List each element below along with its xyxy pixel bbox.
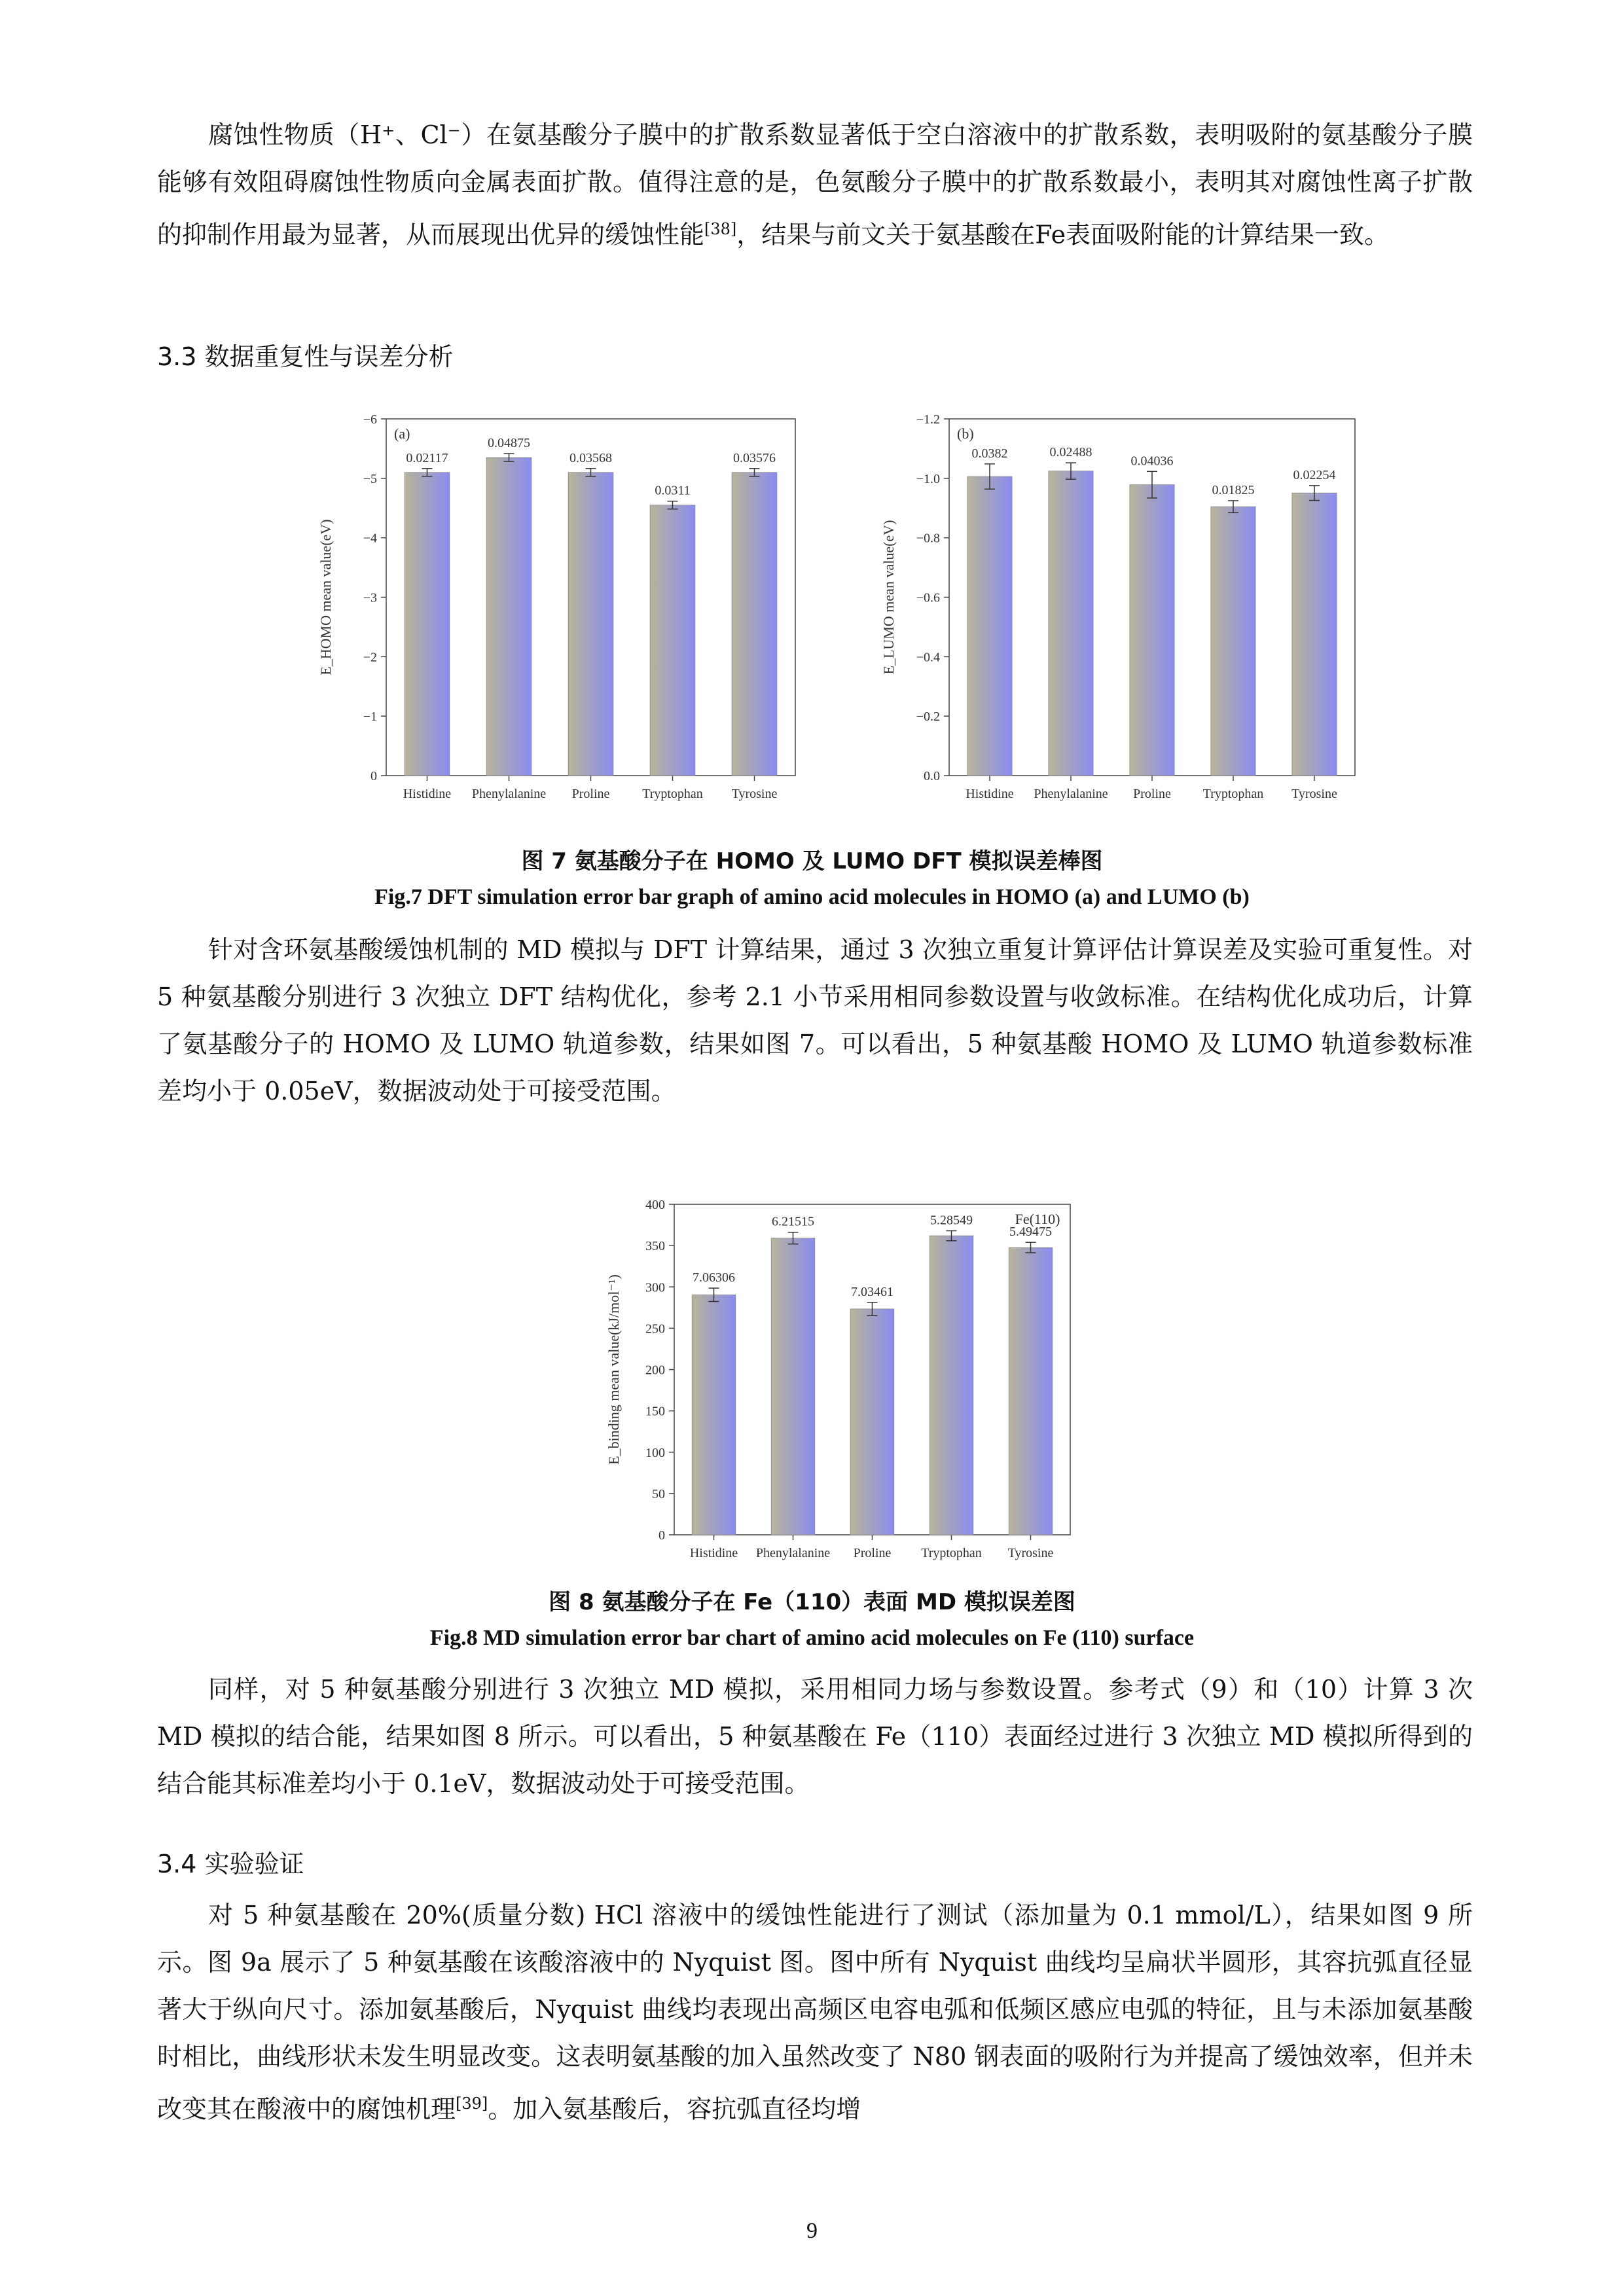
data-label: 0.03568 bbox=[569, 450, 612, 465]
paragraph-validation-tail: 。加入氨基酸后，容抗弧直径均增 bbox=[488, 2094, 861, 2124]
y-tick-label: 0.0 bbox=[924, 769, 940, 783]
bar-tyrosine bbox=[1292, 493, 1337, 776]
y-tick-label: −5 bbox=[363, 471, 377, 486]
data-label: 6.21515 bbox=[772, 1214, 814, 1229]
x-tick-label: Tryptophan bbox=[921, 1546, 982, 1560]
x-tick-label: Histidine bbox=[403, 787, 452, 801]
bar-histidine bbox=[967, 476, 1012, 776]
y-tick-label: 350 bbox=[645, 1239, 665, 1254]
y-tick-label: 0 bbox=[370, 769, 377, 783]
x-tick-label: Tyrosine bbox=[731, 787, 778, 801]
y-tick-label: −0.4 bbox=[916, 650, 940, 665]
y-tick-label: −1 bbox=[363, 709, 377, 725]
x-tick-label: Phenylalanine bbox=[755, 1546, 831, 1560]
x-tick-label: Tryptophan bbox=[642, 787, 703, 801]
data-label: 0.01825 bbox=[1212, 482, 1255, 497]
bar-tryptophan bbox=[650, 505, 695, 776]
data-label: 5.28549 bbox=[930, 1213, 973, 1228]
y-tick-label: 400 bbox=[645, 1198, 665, 1212]
bar-phenylalanine bbox=[1049, 471, 1093, 776]
x-tick-label: Tryptophan bbox=[1202, 787, 1264, 801]
paragraph-md-repeatability: 同样，对 5 种氨基酸分别进行 3 次独立 MD 模拟，采用相同力场与参数设置。参考式（9）和（10）计算 3 次 MD 模拟的结合能，结果如图 8 所示。可以看出，5 种氨基酸在 Fe（110）表面经过进行 3 次独立 MD 模拟所得到的结合能其标准差均小于 0.1eV，数据波动处于可接受范围。 bbox=[157, 1675, 1473, 1798]
data-label: 5.49475 bbox=[1009, 1225, 1052, 1240]
y-tick-label: 0 bbox=[659, 1528, 665, 1543]
y-tick-label: −4 bbox=[363, 531, 377, 546]
x-tick-label: Histidine bbox=[689, 1546, 738, 1560]
y-axis-label: E_HOMO mean value(eV) bbox=[317, 519, 334, 675]
data-label: 0.0382 bbox=[971, 446, 1008, 461]
panel-label: (a) bbox=[394, 425, 410, 442]
chart-fig7b-lumo bbox=[838, 406, 1368, 825]
citation-39: [39] bbox=[456, 2094, 488, 2113]
figure-7-caption-en: Fig.7 DFT simulation error bar graph of amino acid molecules in HOMO (a) and LUMO (b) bbox=[374, 885, 1250, 909]
y-tick-label: 300 bbox=[645, 1280, 665, 1295]
data-label: 0.0311 bbox=[655, 483, 691, 498]
y-tick-label: −0.2 bbox=[916, 709, 940, 725]
data-label: 0.04036 bbox=[1130, 454, 1174, 469]
y-tick-label: −2 bbox=[363, 650, 377, 665]
data-label: 0.02117 bbox=[406, 450, 448, 465]
x-tick-label: Proline bbox=[853, 1546, 892, 1560]
panel-label: Fe(110) bbox=[1015, 1211, 1060, 1227]
y-axis-label: E_binding mean value(kJ/mol⁻¹) bbox=[605, 1274, 622, 1465]
bar-histidine bbox=[692, 1295, 736, 1535]
x-tick-label: Proline bbox=[571, 787, 610, 801]
data-label: 0.02488 bbox=[1049, 445, 1092, 460]
paragraph-experimental-validation bbox=[157, 1892, 1473, 2133]
bar-histidine bbox=[405, 473, 450, 776]
section-heading-3-4: 3.4 实验验证 bbox=[157, 1850, 304, 1878]
bar-phenylalanine bbox=[486, 457, 532, 776]
y-tick-label: 250 bbox=[645, 1321, 665, 1336]
section-heading-3-3: 3.3 数据重复性与误差分析 bbox=[157, 342, 454, 371]
bar-tryptophan bbox=[929, 1236, 973, 1535]
data-label: 0.04875 bbox=[488, 436, 530, 451]
page-number: 9 bbox=[806, 2219, 818, 2243]
y-tick-label: 150 bbox=[645, 1404, 665, 1419]
figure-7-caption-cn: 图 7 氨基酸分子在 HOMO 及 LUMO DFT 模拟误差棒图 bbox=[521, 848, 1103, 874]
bar-phenylalanine bbox=[771, 1238, 815, 1535]
citation-38: [38] bbox=[704, 220, 737, 238]
x-tick-label: Histidine bbox=[965, 787, 1014, 801]
figure-8-caption-en: Fig.8 MD simulation error bar chart of amino acid molecules on Fe (110) surface bbox=[429, 1626, 1195, 1650]
bar-tryptophan bbox=[1211, 507, 1255, 776]
y-axis-label: E_LUMO mean value(eV) bbox=[880, 520, 897, 675]
y-tick-label: −1.0 bbox=[916, 471, 940, 486]
bar-proline bbox=[568, 473, 613, 776]
y-tick-label: 200 bbox=[645, 1363, 665, 1378]
bar-proline bbox=[850, 1309, 894, 1535]
y-tick-label: 100 bbox=[645, 1445, 665, 1460]
x-tick-label: Phenylalanine bbox=[1034, 787, 1108, 801]
data-label: 0.02254 bbox=[1293, 467, 1336, 482]
x-tick-label: Tyrosine bbox=[1007, 1546, 1054, 1560]
paragraph-validation-text: 对 5 种氨基酸在 20%(质量分数) HCl 溶液中的缓蚀性能进行了测试（添加量为 0.1 mmol/L），结果如图 9 所示。图 9a 展示了 5 种氨基酸在该酸溶液中的 Nyquist 图。图中所有 Nyquist 曲线均呈扁状半圆形，其容抗弧直径显著大于纵向尺寸。添加氨基酸后，Nyquist 曲线均表现出高频区电容电弧和低频区感应电弧的特征，且与未添加氨基酸时相比，曲线形状未发生明显改变。这表明氨基酸的加入虽然改变了 N80 钢表面的吸附行为并提高了缓蚀效率，但并未改变其在酸液中的腐蚀机理 bbox=[157, 1901, 1473, 2124]
y-tick-label: −0.8 bbox=[916, 531, 940, 546]
paragraph-diffusion-text: 腐蚀性物质（H⁺、Cl⁻）在氨基酸分子膜中的扩散系数显著低于空白溶液中的扩散系数，表明吸附的氨基酸分子膜能够有效阻碍腐蚀性物质向金属表面扩散。值得注意的是，色氨酸分子膜中的扩散系数最小，表明其对腐蚀性离子扩散的抑制作用最为显著，从而展现出优异的缓蚀性能 bbox=[157, 120, 1473, 249]
data-label: 7.06306 bbox=[693, 1270, 735, 1285]
bar-tyrosine bbox=[732, 473, 777, 776]
y-tick-label: −0.6 bbox=[916, 590, 940, 605]
y-tick-label: −1.2 bbox=[916, 412, 940, 427]
chart-fig7a-homo bbox=[308, 406, 808, 825]
paragraph-diffusion-tail: ，结果与前文关于氨基酸在Fe表面吸附能的计算结果一致。 bbox=[736, 220, 1390, 249]
y-tick-label: 50 bbox=[652, 1486, 665, 1501]
data-label: 0.03576 bbox=[733, 450, 776, 465]
figure-8-caption-cn: 图 8 氨基酸分子在 Fe（110）表面 MD 模拟误差图 bbox=[549, 1589, 1075, 1615]
panel-label: (b) bbox=[957, 425, 974, 442]
bar-tyrosine bbox=[1009, 1247, 1053, 1535]
bar-proline bbox=[1130, 485, 1174, 776]
x-tick-label: Proline bbox=[1133, 787, 1171, 801]
chart-fig8-md-binding bbox=[602, 1191, 1080, 1584]
paragraph-dft-repeatability: 针对含环氨基酸缓蚀机制的 MD 模拟与 DFT 计算结果，通过 3 次独立重复计算评估计算误差及实验可重复性。对 5 种氨基酸分别进行 3 次独立 DFT 结构优化，参考 2.1 小节采用相同参数设置与收敛标准。在结构优化成功后，计算了氨基酸分子的 HOMO 及 LUMO 轨道参数，结果如图 7。可以看出，5 种氨基酸 HOMO 及 LUMO 轨道参数标准差均小于 0.05eV，数据波动处于可接受范围。 bbox=[157, 935, 1473, 1105]
x-tick-label: Tyrosine bbox=[1291, 787, 1337, 801]
paragraph-diffusion bbox=[157, 111, 1473, 259]
x-tick-label: Phenylalanine bbox=[471, 787, 547, 801]
y-tick-label: −6 bbox=[363, 412, 377, 427]
data-label: 7.03461 bbox=[851, 1284, 893, 1299]
y-tick-label: −3 bbox=[363, 590, 377, 605]
